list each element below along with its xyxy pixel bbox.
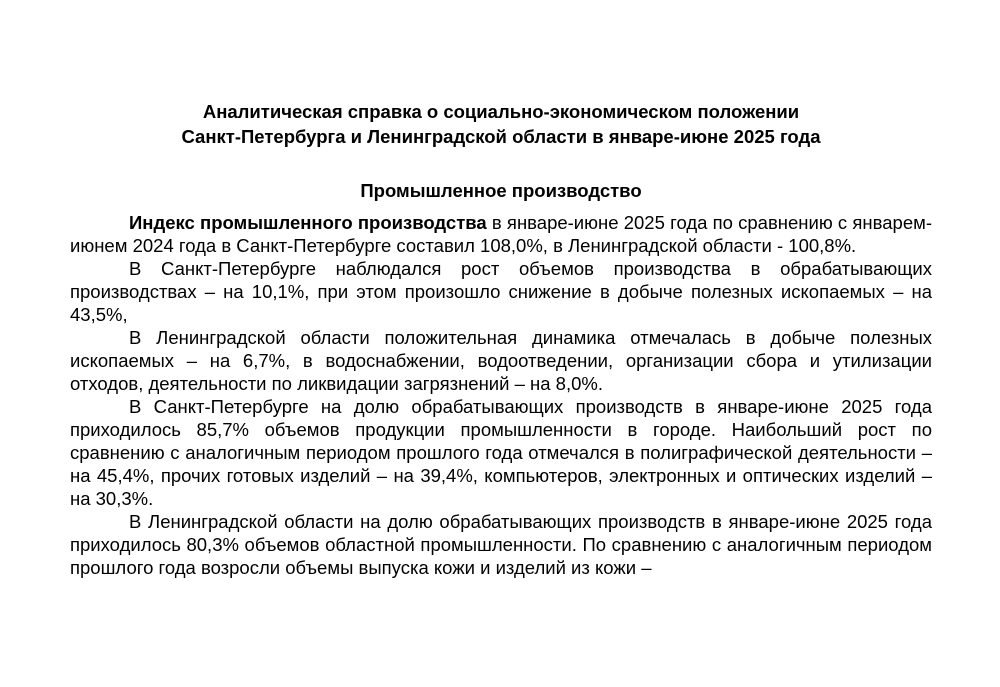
document-page bbox=[70, 99, 932, 579]
paragraph-bold-term: Индекс промышленного производства bbox=[129, 212, 487, 233]
paragraph-industrial-index bbox=[70, 211, 932, 257]
section-title: Промышленное производство bbox=[360, 180, 642, 201]
paragraph-lenoblast-dynamics bbox=[70, 326, 932, 395]
paragraph-text: В Ленинградской области на долю обрабатывающих производств в январе-июне 2025 года приходилось 80,3% объемов областной промышленности. По сравнению с аналогичным периодом прошлого года возросли объемы выпуска кожи и изделий из кожи – bbox=[70, 511, 932, 578]
document-title bbox=[70, 99, 932, 149]
paragraph-text: В Санкт-Петербурге на долю обрабатывающих производств в январе-июне 2025 года приходилось 85,7% объемов продукции промышленности в городе. Наибольший рост по сравнению с аналогичным периодом прошлого года отмечался в полиграфической деятельности – на 45,4%, прочих готовых изделий – на 39,4%, компьютеров, электронных и оптических изделий – на 30,3%. bbox=[70, 396, 932, 509]
paragraph-lenoblast-manufacturing bbox=[70, 510, 932, 579]
paragraph-spb-manufacturing bbox=[70, 395, 932, 510]
paragraph-text: В Санкт-Петербурге наблюдался рост объемов производства в обрабатывающих производствах – на 10,1%, при этом произошло снижение в добыче полезных ископаемых – на 43,5%, bbox=[70, 258, 932, 325]
title-line-2: Санкт-Петербурга и Ленинградской области в январе-июне 2025 года bbox=[181, 126, 821, 147]
paragraph-text: в январе-июне 2025 года по сравнению с январем-июнем 2024 года в Санкт-Петербурге составил 108,0%, в Ленинградской области - 100,8%. bbox=[70, 212, 932, 256]
paragraph-text: В Ленинградской области положительная динамика отмечалась в добыче полезных ископаемых – на 6,7%, в водоснабжении, водоотведении, организации сбора и утилизации отходов, деятельности по ликвидации загрязнений – на 8,0%. bbox=[70, 327, 932, 394]
paragraph-spb-growth bbox=[70, 257, 932, 326]
title-line-1: Аналитическая справка о социально-экономическом положении bbox=[202, 101, 800, 122]
